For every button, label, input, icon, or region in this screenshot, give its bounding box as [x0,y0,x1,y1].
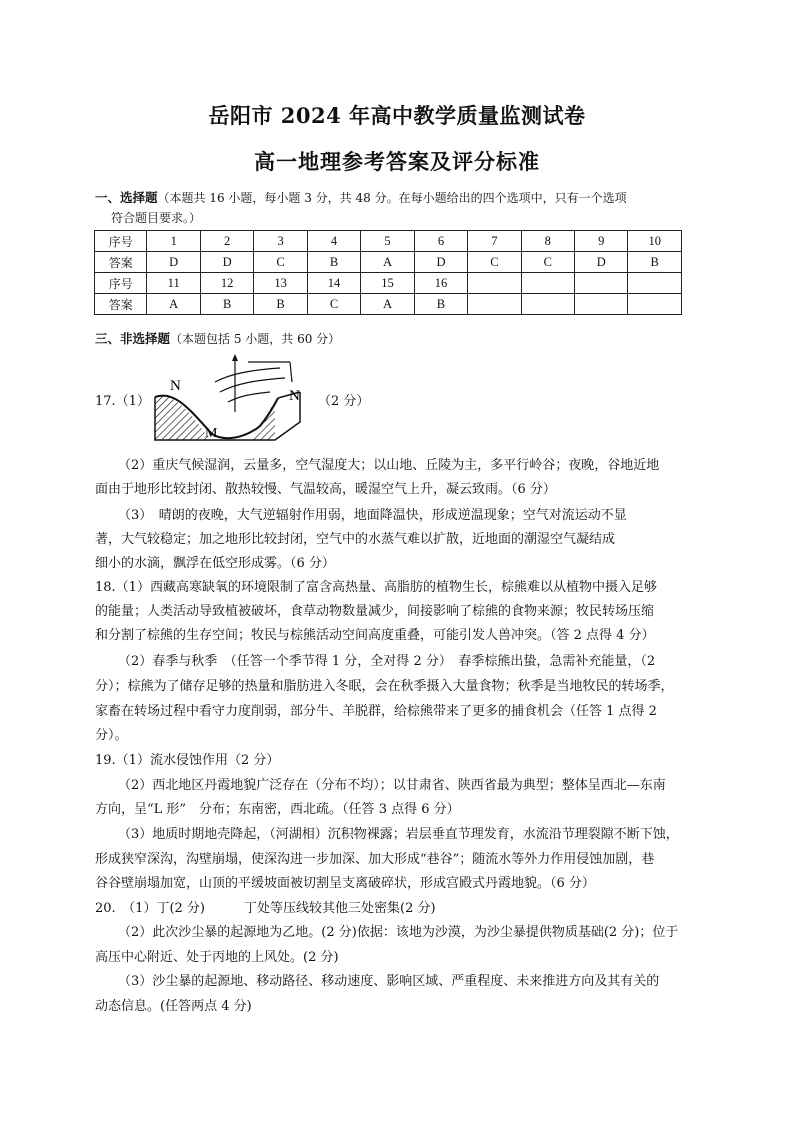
table-cell: B [628,252,682,273]
q20-p3-line1: （3）沙尘暴的起源地、移动路径、移动速度、影响区域、严重程度、未来推进方向及其有关的 [118,974,660,989]
table-cell: 5 [361,231,414,252]
q18-p1-line3: 和分割了棕熊的生存空间；牧民与棕熊活动空间高度重叠，可能引发人兽冲突。（答 2 点得 4 分） [95,628,655,643]
table-cell: B [200,294,253,315]
arrow-head-icon [232,354,238,361]
table-cell [575,273,628,294]
section1-note: （本题共 16 小题，每小题 3 分，共 48 分。在每小题给出的四个选项中，只有一个选项 [157,191,627,205]
table-cell: 11 [147,273,200,294]
q18-p1-line1: 18.（1）西藏高寒缺氧的环境限制了富含高热量、高脂肪的植物生长，棕熊难以从植物中摄入足够 [95,580,657,595]
table-cell: A [147,294,200,315]
label-n-right: N [289,388,300,404]
table-cell: 12 [200,273,253,294]
q17-p3-line3: 细小的水滴，飘浮在低空形成雾。（6 分） [95,556,335,571]
table-row [95,273,682,294]
table-cell: D [200,252,253,273]
section3-heading: 三、非选择题 [95,331,171,346]
table-cell: D [414,252,467,273]
row-label: 答案 [95,252,147,273]
q19-p2-line2: 方向，呈“L 形” 分布；东南密，西北疏。（任答 3 点得 6 分） [95,802,460,817]
table-cell: 16 [414,273,467,294]
hatched-slope-right [250,400,275,440]
section1-note-cont: 符合题目要求。） [111,211,202,225]
section1-heading: 一、选择题 [95,190,158,205]
table-row [95,252,682,273]
q17-score: （2 分） [318,394,370,409]
page-subtitle: 高一地理参考答案及评分标准 [254,149,540,174]
q18-p2-line3: 家畜在转场过程中看守力度削弱，部分牛、羊脱群，给棕熊带来了更多的捕食机会（任答 1 点得 2 [95,704,657,719]
table-cell: 9 [575,231,628,252]
table-cell [575,294,628,315]
q18-p2-line2: 分）；棕熊为了储存足够的热量和脂肪进入冬眠，会在秋季摄入大量食物；秋季是当地牧民的转场季， [95,679,674,694]
q19-p1: 19.（1）流水侵蚀作用（2 分） [95,753,280,768]
answer-table [94,230,682,315]
section3-note: （本题包括 5 小题，共 60 分） [170,332,341,346]
q19-p3-line3: 谷谷壁崩塌加宽，山顶的平缓坡面被切割呈支离破碎状，形成宫殿式丹霞地貌。（6 分） [95,876,595,891]
airflow-line [220,378,285,392]
q20-p1: 20. （1）丁(2 分) 丁处等压线较其他三处密集(2 分) [95,901,436,916]
q19-p3-line2: 形成狭窄深沟，沟壁崩塌，使深沟进一步加深、加大形成“巷谷”；随流水等外力作用侵蚀加剧，巷 [95,852,655,867]
section3-heading-line [95,328,340,350]
q17-p3-line2: 著，大气较稳定；加之地形比较封闭，空气中的水蒸气难以扩散，近地面的潮湿空气凝结成 [95,532,616,547]
table-cell: D [147,252,200,273]
table-cell [628,294,682,315]
label-n-left: N [170,378,181,394]
table-cell: A [361,294,414,315]
row-label: 答案 [95,294,147,315]
table-cell: 15 [361,273,414,294]
q18-p2-line4: 分）。 [95,728,128,743]
table-cell: 6 [414,231,467,252]
table-cell: 3 [254,231,307,252]
table-cell [521,294,574,315]
q19-p2-line1: （2）西北地区丹霞地貌广泛存在（分布不均）；以甘肃省、陕西省最为典型；整体呈西北—东南 [118,778,666,793]
table-cell: C [468,252,521,273]
table-cell: 7 [468,231,521,252]
valley-inversion-diagram [150,352,320,447]
q20-p3-line2: 动态信息。(任答两点 4 分) [95,999,252,1014]
table-cell: B [414,294,467,315]
page-title: 岳阳市 2024 年高中教学质量监测试卷 [208,103,586,128]
table-cell: 1 [147,231,200,252]
table-cell: 2 [200,231,253,252]
table-cell [468,273,521,294]
table-cell: 4 [307,231,360,252]
table-cell: 13 [254,273,307,294]
table-cell: C [254,252,307,273]
table-cell: A [361,252,414,273]
table-cell: C [307,294,360,315]
q20-p2-line1: （2）此次沙尘暴的起源地为乙地。(2 分)依据：该地为沙漠，为沙尘暴提供物质基础(2 分)；位于 [118,925,679,940]
label-m: M [205,426,218,441]
q17-p3-line1: （3） 晴朗的夜晚，大气逆辐射作用弱，地面降温快，形成逆温现象；空气对流运动不显 [118,508,627,523]
q19-p3-line1: （3）地质时期地壳降起，（河湖相）沉积物裸露；岩层垂直节理发育，水流沿节理裂隙不断下蚀， [118,827,679,842]
q17-p2-line1: （2）重庆气候湿润，云量多，空气湿度大；以山地、丘陵为主，多平行岭谷；夜晚，谷地近地 [118,458,660,473]
table-cell: B [307,252,360,273]
section1-heading-line [95,187,627,209]
table-cell: D [575,252,628,273]
table-cell: B [254,294,307,315]
airflow-line [290,362,292,382]
q17-label: 17.（1） [95,394,150,409]
q18-p1-line2: 的能量；人类活动导致植被破坏，食草动物数量减少，间接影响了棕熊的食物来源；牧民转场压缩 [95,604,655,619]
table-row [95,231,682,252]
table-cell: 8 [521,231,574,252]
table-cell [628,273,682,294]
table-cell [468,294,521,315]
row-label: 序号 [95,273,147,294]
row-label: 序号 [95,231,147,252]
table-cell: 14 [307,273,360,294]
table-cell: C [521,252,574,273]
table-cell [521,273,574,294]
table-row [95,294,682,315]
airflow-line [215,368,280,382]
q17-p2-line2: 面由于地形比较封闭、散热较慢、气温较高，暖湿空气上升，凝云致雨。（6 分） [95,482,556,497]
airflow-line [228,392,270,402]
q18-p2-line1: （2）春季与秋季 （任答一个季节得 1 分，全对得 2 分） 春季棕熊出蛰，急需补充能量，（2 [118,654,656,669]
q20-p2-line2: 高压中心附近、处于丙地的上风处。(2 分) [95,950,339,965]
table-cell: 10 [628,231,682,252]
